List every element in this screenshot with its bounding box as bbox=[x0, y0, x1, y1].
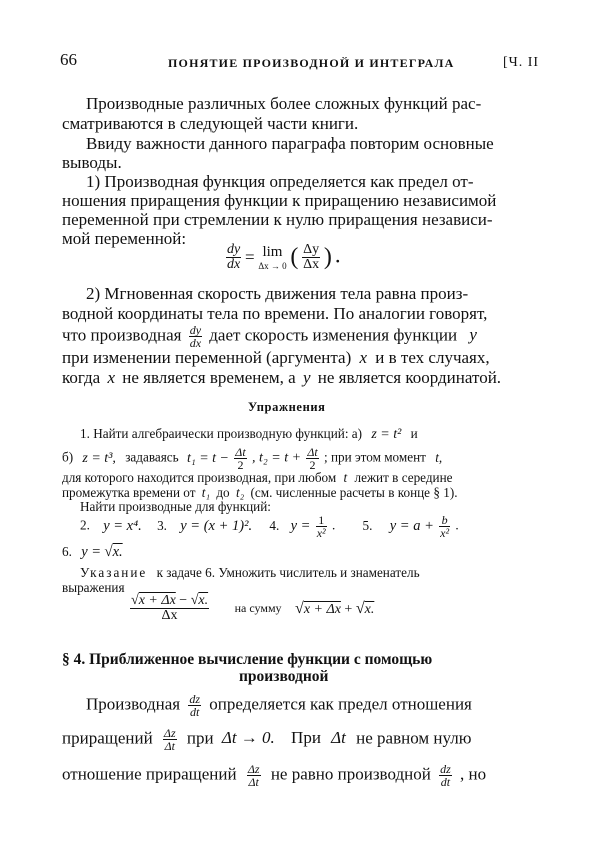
limit-formula bbox=[226, 243, 340, 272]
exercise1-line-4: промежутка времени от t₁ до t₂ (см. численные расчеты в конце § 1). bbox=[62, 485, 458, 500]
ex4-label: 4. bbox=[269, 517, 280, 533]
section4-line-1: Производная $\frac{dz}{dt}$ определяется как предел отношения bbox=[86, 692, 472, 719]
radical-icon: √ bbox=[295, 599, 304, 617]
exercises-heading: Упражнения bbox=[248, 400, 326, 414]
point1-line-2: ношения приращения функции к приращению независимой bbox=[62, 191, 497, 210]
radical-icon: √ bbox=[131, 593, 139, 608]
exercise6-line bbox=[62, 544, 123, 560]
exercises-2-5-line: 2. y = x⁴. 3. y = (x + 1)². 4. y = $\frac{1}{\text{x²}}$ . 5. y = a + $\frac{b}{\text{x²}}$ . bbox=[80, 513, 459, 540]
running-title: ПОНЯТИЕ ПРОИЗВОДНОЙ И ИНТЕГРАЛА bbox=[168, 56, 455, 70]
hint-line-1: Указание к задаче 6. Умножить числитель и знаменатель bbox=[80, 565, 420, 580]
hint-mid-text: на сумму bbox=[234, 601, 282, 615]
ex6-lhs: y = bbox=[81, 544, 102, 560]
point1-line-4: мой переменной: bbox=[62, 229, 187, 248]
section4-line-3: отношение приращений $\frac{\Delta z}{\Delta t}$ не равно производной $\frac{dz}{dt}$ , но bbox=[62, 762, 487, 789]
ex6-label: 6. bbox=[62, 544, 72, 559]
intro-line-1: Производные различных более сложных функций рас- bbox=[86, 94, 482, 113]
ex4-lhs: y = bbox=[290, 517, 311, 534]
radical-icon: √ bbox=[355, 599, 365, 617]
frac-delta-z-delta-t: $\frac{\Delta z}{\Delta t}$ bbox=[163, 726, 176, 753]
point2-line-3: что производная $\frac{dy}{dx}$ дает скорость изменения функции y bbox=[62, 323, 477, 350]
frac-delta-z-delta-t-2: $\frac{\Delta z}{\Delta t}$ bbox=[247, 762, 260, 789]
section4-title-line-2: производной bbox=[239, 668, 329, 685]
frac-dz-dt: $\frac{dz}{dt}$ bbox=[189, 692, 201, 719]
ex2-formula: y = x⁴. bbox=[103, 517, 142, 534]
ex5-label: 5. bbox=[362, 517, 373, 533]
point2-line-4: при изменении переменной (аргумента) x и в тех случаях, bbox=[62, 348, 490, 367]
point1-line-1: 1) Производная функция определяется как предел от- bbox=[86, 172, 474, 191]
hint-line-2: выражения bbox=[62, 580, 125, 595]
ex3-formula: y = (x + 1)². bbox=[180, 517, 253, 534]
right-paren: ) bbox=[323, 244, 332, 270]
hint-sum: √x + Δx + √x. bbox=[295, 599, 375, 617]
intro-line-3: Ввиду важности данного параграфа повторим основные bbox=[86, 134, 494, 153]
equals-sign: = bbox=[244, 247, 255, 267]
frac-delta-t-half-1: $\frac{\Delta t}{2}$ bbox=[235, 445, 246, 472]
point2-line-2: водной координаты тела по времени. По аналогии говорят, bbox=[62, 304, 488, 323]
section4-line-2: приращений $\frac{\Delta z}{\Delta t}$ при Δt → 0. При Δt не равном нулю bbox=[62, 726, 472, 753]
radical-icon: √ bbox=[190, 593, 199, 608]
frac-dz-dt-2: $\frac{dz}{dt}$ bbox=[440, 762, 451, 789]
exercise1-line-3: для которого находится производная, при любом t лежит в середине bbox=[62, 470, 453, 485]
hint-expression bbox=[130, 594, 374, 623]
section4-title-line-1: § 4. Приближенное вычисление функции с помощью bbox=[62, 651, 433, 668]
ex4-frac: $\frac{1}{\text{x²}}$ bbox=[316, 513, 326, 540]
exercise1-line-1: 1. Найти алгебраически производную функций: а) z = t² и bbox=[80, 426, 418, 442]
hint-fraction: $\frac{√x + \Delta x - √x.}{\Delta x}$ bbox=[131, 593, 209, 623]
page-number: 66 bbox=[60, 50, 77, 69]
ex2-label: 2. bbox=[80, 517, 90, 533]
ex3-label: 3. bbox=[157, 517, 167, 533]
intro-line-2: сматриваются в следующей части книги. bbox=[62, 114, 359, 133]
exercise1-line-5: Найти производные для функций: bbox=[80, 499, 271, 514]
ex6-radicand: x. bbox=[112, 544, 123, 560]
ex5-frac: $\frac{b}{\text{x²}}$ bbox=[440, 513, 450, 540]
ex6-radical-icon: √ bbox=[104, 544, 113, 560]
hint-label: Указание bbox=[80, 565, 148, 580]
chapter-label: [Ч. II bbox=[503, 55, 540, 70]
page-header bbox=[0, 50, 600, 80]
limit-operator: lim Δx → 0 bbox=[258, 243, 287, 271]
formula-dy-dx: $\frac{dy}{dx}$ bbox=[227, 242, 241, 272]
frac-delta-t-half-2: $\frac{\Delta t}{2}$ bbox=[307, 445, 318, 472]
point2-line-1: 2) Мгновенная скорость движения тела равна произ- bbox=[86, 284, 469, 303]
point2-line-5: когда x не является временем, а y не является координатой. bbox=[62, 368, 502, 387]
ex5-lhs: y = a + bbox=[389, 517, 434, 534]
formula-period: . bbox=[335, 247, 340, 267]
intro-line-4: выводы. bbox=[62, 153, 122, 172]
exercise1-line-2: б) z = t³, задаваясь t₁ = t − $\frac{\Delta t}{2}$ , t₂ = t + $\frac{\Delta t}{2}$ ; при этом момент t, bbox=[62, 445, 443, 472]
point2-frac-dy-dx: $\frac{dy}{dx}$ bbox=[189, 323, 202, 350]
formula-delta-y-delta-x: $\frac{\Delta y}{\Delta x}$ bbox=[303, 242, 320, 272]
left-paren: ( bbox=[290, 244, 299, 270]
point1-line-3: переменной при стремлении к нулю приращения независи- bbox=[62, 210, 493, 229]
